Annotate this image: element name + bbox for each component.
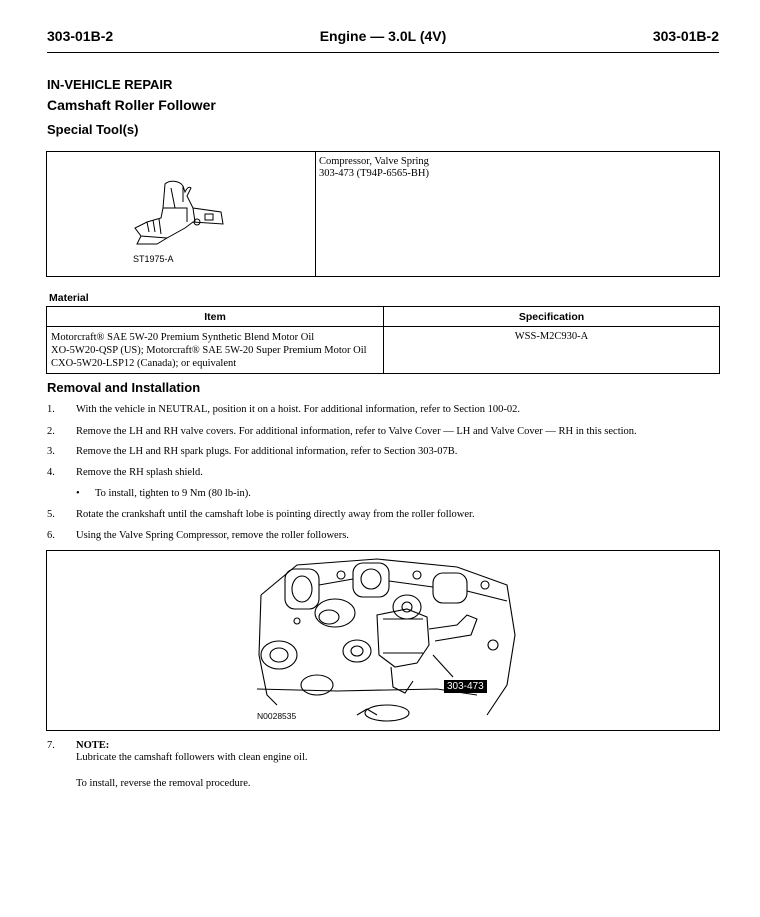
valve-spring-compressor-illustration	[127, 178, 237, 250]
step-text: With the vehicle in NEUTRAL, position it on a hoist. For additional information, refer to Section 100-02.	[76, 404, 520, 415]
header-page-number-left: 303-01B-2	[47, 28, 114, 44]
step-number: 3.	[47, 446, 55, 457]
page-header	[47, 28, 719, 48]
note-label: NOTE:	[76, 740, 110, 751]
bullet-text: To install, tighten to 9 Nm (80 lb-in).	[95, 488, 251, 499]
bullet-dot: •	[76, 488, 80, 499]
material-item-line: Motorcraft® SAE 5W-20 Premium Synthetic Blend Motor Oil	[51, 332, 315, 343]
step-text: Remove the LH and RH valve covers. For additional information, refer to Valve Cover — LH and Valve Cover — RH in this section.	[76, 426, 637, 437]
tool-number: 303-473 (T94P-6565-BH)	[319, 168, 429, 179]
special-tools-heading: Special Tool(s)	[47, 122, 139, 137]
tool-description	[319, 156, 429, 180]
material-col-spec: Specification	[518, 311, 585, 323]
material-item-line: XO-5W20-QSP (US); Motorcraft® SAE 5W-20 Super Premium Motor Oil	[51, 345, 367, 356]
tool-table-divider	[315, 152, 316, 276]
material-item-line: CXO-5W20-LSP12 (Canada); or equivalent	[51, 358, 237, 369]
header-page-number-right: 303-01B-2	[652, 28, 719, 44]
step-text: To install, reverse the removal procedure.	[76, 778, 251, 789]
section-heading: IN-VEHICLE REPAIR	[47, 77, 173, 92]
step-text: Using the Valve Spring Compressor, remove the roller followers.	[76, 530, 349, 541]
step-number: 5.	[47, 509, 55, 520]
step-text: Remove the LH and RH spark plugs. For additional information, refer to Section 303-07B.	[76, 446, 458, 457]
removal-heading: Removal and Installation	[47, 380, 201, 395]
step-text: Rotate the crankshaft until the camshaft lobe is pointing directly away from the roller follower.	[76, 509, 475, 520]
step-number: 1.	[47, 404, 55, 415]
header-rule	[47, 52, 719, 53]
material-col-item: Item	[204, 311, 226, 323]
step-number: 2.	[47, 426, 55, 437]
step-number: 6.	[47, 530, 55, 541]
tool-callout-label: 303-473	[444, 680, 487, 693]
engine-figure	[46, 550, 720, 731]
material-item-cell	[51, 331, 381, 370]
step-number: 7.	[47, 740, 55, 751]
tool-name: Compressor, Valve Spring	[319, 156, 429, 167]
header-title: Engine — 3.0L (4V)	[319, 28, 447, 44]
material-spec-cell: WSS-M2C930-A	[514, 331, 589, 342]
material-header-divider	[47, 326, 719, 327]
material-heading: Material	[49, 292, 89, 304]
special-tool-table	[46, 151, 720, 277]
material-table	[46, 306, 720, 374]
figure-id: N0028535	[257, 711, 297, 721]
step-number: 4.	[47, 467, 55, 478]
engine-illustration	[257, 555, 519, 725]
tool-image-caption: ST1975-A	[133, 254, 174, 264]
step-text: Remove the RH splash shield.	[76, 467, 203, 478]
note-text: Lubricate the camshaft followers with clean engine oil.	[76, 752, 308, 763]
procedure-title: Camshaft Roller Follower	[47, 97, 216, 113]
